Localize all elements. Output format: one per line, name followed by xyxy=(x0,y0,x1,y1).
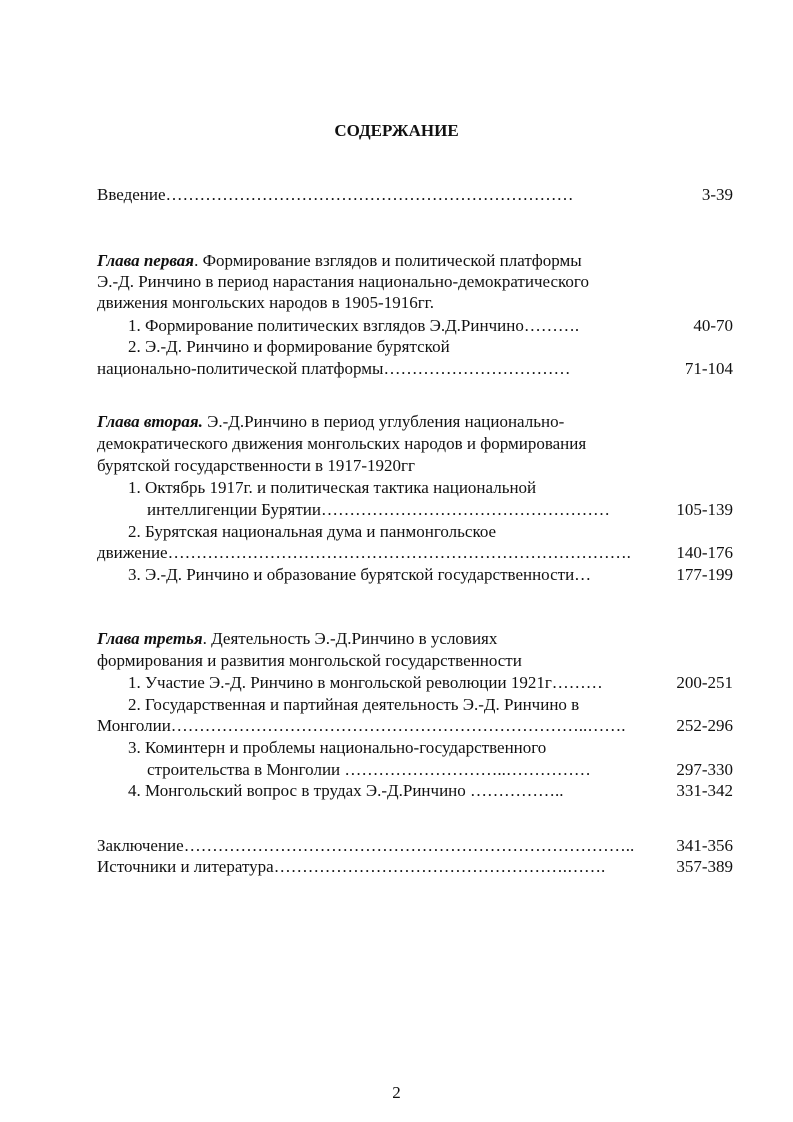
chapter1-heading-line3: движения монгольских народов в 1905-1916гг. xyxy=(97,293,434,312)
chapter3-title-part1: . Деятельность Э.-Д.Ринчино в условиях xyxy=(202,629,498,648)
chapter3-item2-line1: 2. Государственная и партийная деятельность Э.-Д. Ринчино в xyxy=(128,695,580,714)
chapter1-heading-line2: Э.-Д. Ринчино в период нарастания национально-демократического xyxy=(97,272,589,291)
chapter2-label: Глава вторая. xyxy=(97,412,203,431)
chapter3-label: Глава третья xyxy=(97,629,203,648)
chapter3-item3-line1: 3. Коминтерн и проблемы национально-государственного xyxy=(128,738,547,757)
chapter3-heading-line2: формирования и развития монгольской государственности xyxy=(97,651,522,670)
chapter2-title-part1: Э.-Д.Ринчино в период углубления национально- xyxy=(202,412,565,431)
chapter3-item2-pages: 252-296 xyxy=(676,716,733,735)
chapter3-item2-line2: Монголии………………………………………………………………..……. xyxy=(97,716,626,735)
chapter3-item1: 1. Участие Э.-Д. Ринчино в монгольской революции 1921г……… xyxy=(128,673,603,692)
chapter2-item1-line1: 1. Октябрь 1917г. и политическая тактика национальной xyxy=(128,478,537,497)
chapter2-item1-pages: 105-139 xyxy=(676,500,733,519)
chapter2-item2-line1: 2. Бурятская национальная дума и панмонгольское xyxy=(128,522,497,541)
chapter2-item2-pages: 140-176 xyxy=(676,543,733,562)
chapter1-item2-pages: 71-104 xyxy=(684,359,733,378)
chapter3-item1-pages: 200-251 xyxy=(676,673,733,692)
chapter2-heading-line2: демократического движения монгольских народов и формирования xyxy=(97,434,587,453)
chapter2-heading-line3: бурятской государственности в 1917-1920гг xyxy=(97,456,415,475)
chapter3-item3-pages: 297-330 xyxy=(676,760,733,779)
chapter1-title-part1: . Формирование взглядов и политической платформы xyxy=(194,251,582,270)
chapter3-item4-pages: 331-342 xyxy=(676,781,733,800)
chapter3-item3-line2: строительства в Монголии ………………………..…………… xyxy=(147,760,591,779)
chapter1-item2-line1: 2. Э.-Д. Ринчино и формирование бурятской xyxy=(128,337,450,356)
page-number: 2 xyxy=(392,1083,401,1102)
chapter2-item1-line2: интеллигенции Бурятии…………………………………………… xyxy=(147,500,610,519)
toc-pages-sources: 357-389 xyxy=(676,857,733,876)
chapter1-item2-line2: национально-политической платформы…………………………… xyxy=(97,359,571,378)
chapter2-item3: 3. Э.-Д. Ринчино и образование бурятской государственности… xyxy=(128,565,592,584)
chapter2-item3-pages: 177-199 xyxy=(676,565,733,584)
toc-pages-conclusion: 341-356 xyxy=(676,836,733,855)
chapter1-heading-line1 xyxy=(97,251,582,271)
chapter2-heading-line1 xyxy=(97,412,564,432)
chapter3-item4: 4. Монгольский вопрос в трудах Э.-Д.Ринчино …………….. xyxy=(128,781,564,800)
chapter3-heading-line1 xyxy=(97,629,497,649)
chapter1-item1-pages: 40-70 xyxy=(693,316,733,335)
toc-entry-conclusion: Заключение…………………………………………………………………….. xyxy=(97,836,635,855)
page-title: СОДЕРЖАНИЕ xyxy=(334,121,459,140)
toc-entry-intro: Введение……………………………………………………………… xyxy=(97,185,574,204)
toc-entry-sources: Источники и литература…………………………………………….……. xyxy=(97,857,606,876)
chapter1-label: Глава первая xyxy=(97,251,195,270)
chapter2-item2-line2: движение………………………………………………………………………. xyxy=(97,543,631,562)
toc-pages-intro: 3-39 xyxy=(701,185,733,204)
chapter1-item1: 1. Формирование политических взглядов Э.Д.Ринчино………. xyxy=(128,316,580,335)
